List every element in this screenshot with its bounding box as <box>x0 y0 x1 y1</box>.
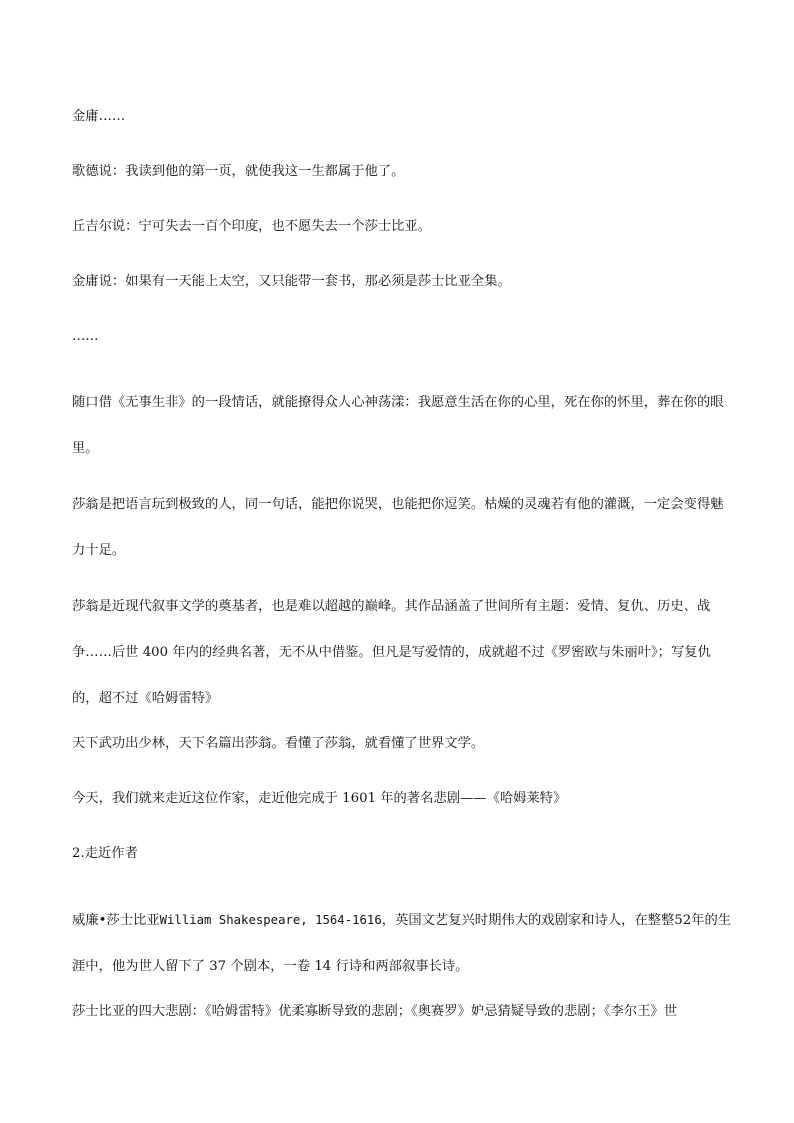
paragraph-goethe-quote: 歌德说：我读到他的第一页，就使我这一生都属于他了。 <box>72 164 405 179</box>
paragraph-jinyong-quote: 金庸说：如果有一天能上太空，又只能带一套书，那必须是莎士比亚全集。 <box>72 274 511 289</box>
paragraph-much-ado: 随口借《无事生非》的一段情话，就能撩得众人心神荡漾：我愿意生活在你的心里，死在你的怀里，葬在你的眼里。 <box>72 395 724 456</box>
paragraph-introduction-hamlet: 今天，我们就来走近这位作家，走近他完成于 1601 年的著名悲剧——《哈姆莱特》 <box>72 791 567 806</box>
paragraph-shaolin-analogy: 天下武功出少林，天下名篇出莎翁。看懂了莎翁，就看懂了世界文学。 <box>72 736 485 751</box>
section-heading-approach-author: 2.走近作者 <box>72 846 138 861</box>
paragraph-jinyong-ellipsis: 金庸…… <box>72 109 126 124</box>
paragraph-churchill-quote: 丘吉尔说：宁可失去一百个印度，也不愿失去一个莎士比亚。 <box>72 219 432 234</box>
paragraph-narrative-founder: 莎翁是近现代叙事文学的奠基者，也是难以超越的巅峰。其作品涵盖了世间所有主题：爱情、复仇、历史、战争……后世 400 年内的经典名著，无不从中借鉴。但凡是写爱情的，成就超不过《罗密欧与朱丽叶》；写复仇的，超不过《哈姆雷特》 <box>72 599 711 706</box>
shakespeare-bio-text: ，英国文艺复兴时期伟大的戏剧家和诗人，在整整52年的生涯中，他为世人留下了 37 个剧本，一卷 14 行诗和两部叙事长诗。 <box>72 913 732 974</box>
shakespeare-chinese-name: 威廉•莎士比亚 <box>72 913 160 928</box>
paragraph-shakespeare-bio <box>72 897 732 990</box>
paragraph-language-master: 莎翁是把语言玩到极致的人，同一句话，能把你说哭，也能把你逗笑。枯燥的灵魂若有他的灌溉，一定会变得魅力十足。 <box>72 497 724 558</box>
shakespeare-english-name: William Shakespeare, 1564-1616 <box>159 913 382 927</box>
document-body <box>72 105 732 1055</box>
paragraph-ellipsis: …… <box>72 329 99 344</box>
paragraph-four-tragedies: 莎士比亚的四大悲剧：《哈姆雷特》优柔寡断导致的悲剧；《奥赛罗》妒忌猜疑导致的悲剧；《李尔王》世 <box>72 1004 678 1019</box>
